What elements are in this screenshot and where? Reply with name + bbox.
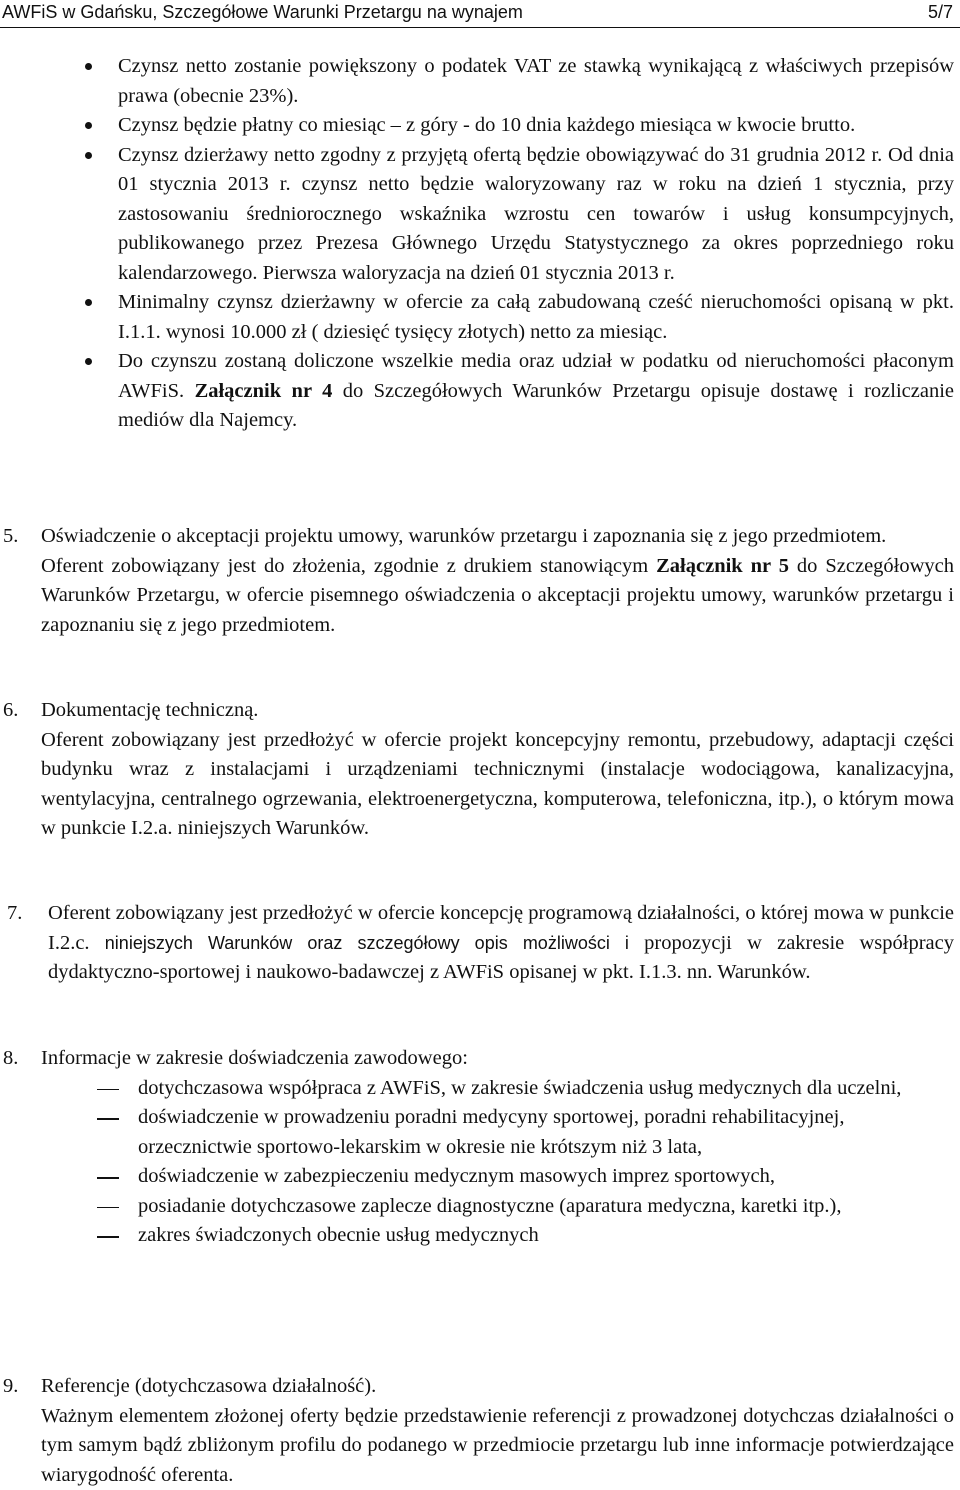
section-text: Oferent zobowiązany jest przedłożyć w ofercie koncepcję programową działalności, o której mowa w punkcie I.2.c. [48, 902, 954, 954]
bullet-text: Czynsz netto zostanie powiększony o podatek VAT ze stawką wynikającą z właściwych przepisów prawa (obecnie 23%). [118, 55, 954, 107]
page-number: 5/7 [928, 0, 953, 24]
section-5 [0, 522, 960, 640]
body-text: do Szczegółowych Warunków Przetargu, w ofercie pisemnego oświadczenia o akceptacji projektu umowy, warunków przetargu i zapoznaniu się z jego przedmiotem. [41, 555, 954, 636]
list-item: zakres świadczonych obecnie usług medycznych [0, 1221, 960, 1251]
dash-list [0, 1074, 960, 1251]
body-text: Oferent zobowiązany jest do złożenia, zgodnie z drukiem stanowiącym [41, 555, 648, 577]
section-9 [0, 1372, 960, 1490]
bullet-item [0, 111, 960, 141]
section-heading [0, 696, 960, 726]
list-item: posiadanie dotychczasowe zaplecze diagnostyczne (aparatura medyczna, karetki itp.), [0, 1192, 960, 1222]
page-header [0, 0, 960, 26]
section-number: 6. [3, 696, 18, 726]
bullet-item [0, 141, 960, 289]
section-body [0, 552, 960, 641]
bullet-item [0, 288, 960, 347]
bullet-item [0, 52, 960, 111]
section-7 [0, 899, 960, 988]
bullet-list [0, 52, 960, 436]
section-heading [0, 1044, 960, 1074]
section-title: Referencje (dotychczasowa działalność). [41, 1375, 376, 1397]
header-title: AWFiS w Gdańsku, Szczegółowe Warunki Przetargu na wynajem [2, 0, 523, 24]
bullet-text: Do czynszu zostaną doliczone wszelkie media oraz udział w podatku od nieruchomości płaconym AWFiS. [118, 350, 954, 402]
section-number: 5. [3, 522, 18, 552]
bullet-item [0, 347, 960, 436]
bullet-text: Czynsz będzie płatny co miesiąc – z góry - do 10 dnia każdego miesiąca w kwocie brutto. [118, 114, 855, 136]
attachment-ref: Załącznik nr 4 [195, 380, 333, 402]
section-number: 7. [7, 899, 22, 929]
section-heading [0, 1372, 960, 1402]
section-text: propozycji w zakresie współpracy dydaktyczno-sportowej i naukowo-badawczej z AWFiS opisanej w pkt. I.1.3. nn. Warunków. [48, 932, 954, 984]
section-body: Ważnym elementem złożonej oferty będzie przedstawienie referencji z prowadzonej dotychczas działalności o tym samym bądź zbliżonym profilu do podanego w przedmiocie przetargu lub inne informacje potwierdzające wiarygodność oferenta. [0, 1402, 960, 1490]
section-number: 8. [3, 1044, 18, 1074]
bullet-text: Minimalny czynsz dzierżawny w ofercie za całą zabudowaną cześć nieruchomości opisaną w pkt. I.1.1. wynosi 10.000 zł ( dziesięć tysięcy złotych) netto za miesiąc. [118, 291, 954, 343]
section-title: Oświadczenie o akceptacji projektu umowy, warunków przetargu i zapoznania się z jego przedmiotem. [41, 525, 886, 547]
section-number: 9. [3, 1372, 18, 1402]
list-item: doświadczenie w zabezpieczeniu medycznym masowych imprez sportowych, [0, 1162, 960, 1192]
section-title: Informacje w zakresie doświadczenia zawodowego: [41, 1047, 468, 1069]
header-rule [0, 27, 960, 28]
attachment-ref: Załącznik nr 5 [656, 555, 789, 577]
section-heading [0, 899, 960, 988]
bullet-text: Czynsz dzierżawy netto zgodny z przyjętą ofertą będzie obowiązywać do 31 grudnia 2012 r. Od dnia 01 stycznia 2013 r. czynsz netto będzie waloryzowany raz w roku na dzień 1 stycznia, przy zastosowaniu średniorocznego wskaźnika wzrostu cen towarów i usług konsumpcyjnych, publikowanego przez Prezesa Głównego Urzędu Statystycznego za okres poprzedniego roku kalendarzowego. Pierwsza waloryzacja na dzień 01 stycznia 2013 r. [118, 144, 954, 284]
section-body: Oferent zobowiązany jest przedłożyć w ofercie projekt koncepcyjny remontu, przebudowy, adaptacji części budynku wraz z instalacjami i urządzeniami technicznymi (instalacje wodociągowa, kanalizacyjna, wentylacyjna, centralnego ogrzewania, elektroenergetyczna, komputerowa, telefoniczna, itp.), o którym mowa w punkcie I.2.a. niniejszych Warunków. [0, 726, 960, 844]
section-8 [0, 1044, 960, 1251]
bullet-text: do Szczegółowych Warunków Przetargu opisuje dostawę i rozliczanie mediów dla Najemcy. [118, 380, 954, 432]
section-title: Dokumentację techniczną. [41, 699, 258, 721]
section-heading [0, 522, 960, 552]
section-6 [0, 696, 960, 844]
list-item: dotychczasowa współpraca z AWFiS, w zakresie świadczenia usług medycznych dla uczelni, [0, 1074, 960, 1104]
list-item: doświadczenie w prowadzeniu poradni medycyny sportowej, poradni rehabilitacyjnej, orzecznictwie sportowo-lekarskim w okresie nie krótszym niż 3 lata, [0, 1103, 960, 1162]
section-text: niniejszych Warunków oraz szczegółowy opis możliwości i [105, 933, 629, 953]
